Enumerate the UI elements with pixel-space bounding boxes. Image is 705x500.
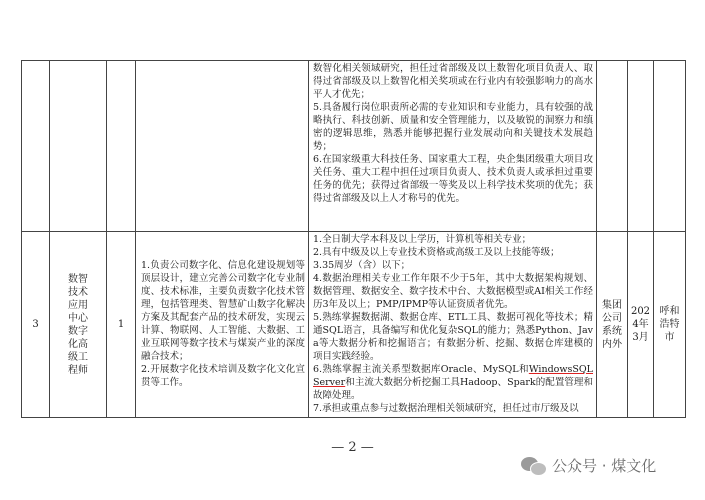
time-cell xyxy=(628,232,654,418)
position-cell xyxy=(50,232,107,418)
table-row-continued xyxy=(22,61,686,232)
duty-item: 1.负责公司数字化、信息化建设规划等顶层设计，建立完善公司数字化专业制度、技术标准，主要负责数字化技术管理，包括管理类、智慧矿山数字化解决方案及其配套产品的技术研发，实现云计算、物联网、人工智能、大数据、工业互联网等数字技术与煤炭产业的深度融合技术； xyxy=(141,260,305,362)
requirement-item: 7.承担或重点参与过数据治理相关领域研究，担任过市厅级及以 xyxy=(313,403,579,414)
duty-item: 2.开展数字化技术培训及数字化文化宣贯等工作。 xyxy=(141,364,305,388)
table-row xyxy=(22,232,686,418)
cell-empty xyxy=(136,61,309,232)
duties-cell xyxy=(136,232,309,418)
headcount: 1 xyxy=(107,232,136,418)
requirement-item: 1.全日制大学本科及以上学历，计算机等相关专业； xyxy=(313,234,532,245)
requirement-item: 数智化相关领域研究，担任过省部级及以上数智化项目负责人、取得过省部级及以上数智化相关奖项或在行业内有较强影响力的高水平人才优先； xyxy=(313,63,593,100)
requirement-item: 5.具备履行岗位职责所必需的专业知识和专业能力，具有较强的战略执行、科技创新、质量和安全管理能力，以及敏锐的洞察力和缜密的逻辑思维，熟悉并能够把握行业发展动向和关键技术发展趋势； xyxy=(313,102,593,152)
place-cell xyxy=(654,232,686,418)
position-name: 数智技术应用中心数字化高级工程师 xyxy=(68,273,88,376)
dept-cell xyxy=(597,232,628,418)
recruit-time: 2024年3月 xyxy=(630,306,651,343)
watermark-text: 公众号 · 煤文化 xyxy=(552,457,657,475)
requirements-cell xyxy=(309,232,597,418)
requirement-item-text: 和主流大数据分析挖掘工具Hadoop、Spark的配置管理和故障处理。 xyxy=(313,377,593,401)
requirement-item: 2.具有中级及以上专业技术资格或高级工及以上技能等级； xyxy=(313,247,560,258)
page-number: — 2 — xyxy=(331,440,374,455)
work-location: 呼和浩特市 xyxy=(659,306,680,343)
job-table xyxy=(21,60,686,418)
cell-empty xyxy=(628,61,654,232)
row-number: 3 xyxy=(22,232,50,418)
requirement-item xyxy=(309,363,596,402)
watermark xyxy=(521,455,656,476)
cell-empty xyxy=(597,61,628,232)
requirement-item: 3.35周岁（含）以下； xyxy=(313,260,411,271)
underlined-term: WindowsSQLServer xyxy=(313,364,593,388)
cell-empty xyxy=(22,61,50,232)
requirement-item: 6.在国家级重大科技任务、国家重大工程，央企集团级重大项目攻关任务、重大工程中担任过项目负责人、技术负责人或承担过重要任务的优先；获得过省部级一等奖及以上科学技术奖项的优先；获得过省部级及以上人才称号的优先。 xyxy=(313,154,593,204)
cell-empty xyxy=(50,61,107,232)
requirement-item: 4.数据治理相关专业工作年限不少于5年，其中大数据架构规划、数据管理、数据安全、数字技术中台、大数据模型或AI相关工作经历3年及以上；PMP/IPMP等认证资质者优先。 xyxy=(313,273,593,310)
requirement-item-text: 6.熟练掌握主流关系型数据库Oracle、MySQL和 xyxy=(313,364,529,375)
recruit-scope: 集团公司系统内外 xyxy=(602,299,622,350)
requirements-cell xyxy=(309,61,597,232)
requirement-item: 5.熟练掌握数据湖、数据仓库、ETL工具、数据可视化等技术；精通SQL语言，具备编写和优化复杂SQL的能力；熟悉Python、Java等大数据分析和挖掘语言；有数据分析、挖掘、数据仓库建模的项目实践经验。 xyxy=(313,312,593,362)
cell-empty xyxy=(107,61,136,232)
wechat-icon xyxy=(521,456,547,476)
cell-empty xyxy=(654,61,686,232)
